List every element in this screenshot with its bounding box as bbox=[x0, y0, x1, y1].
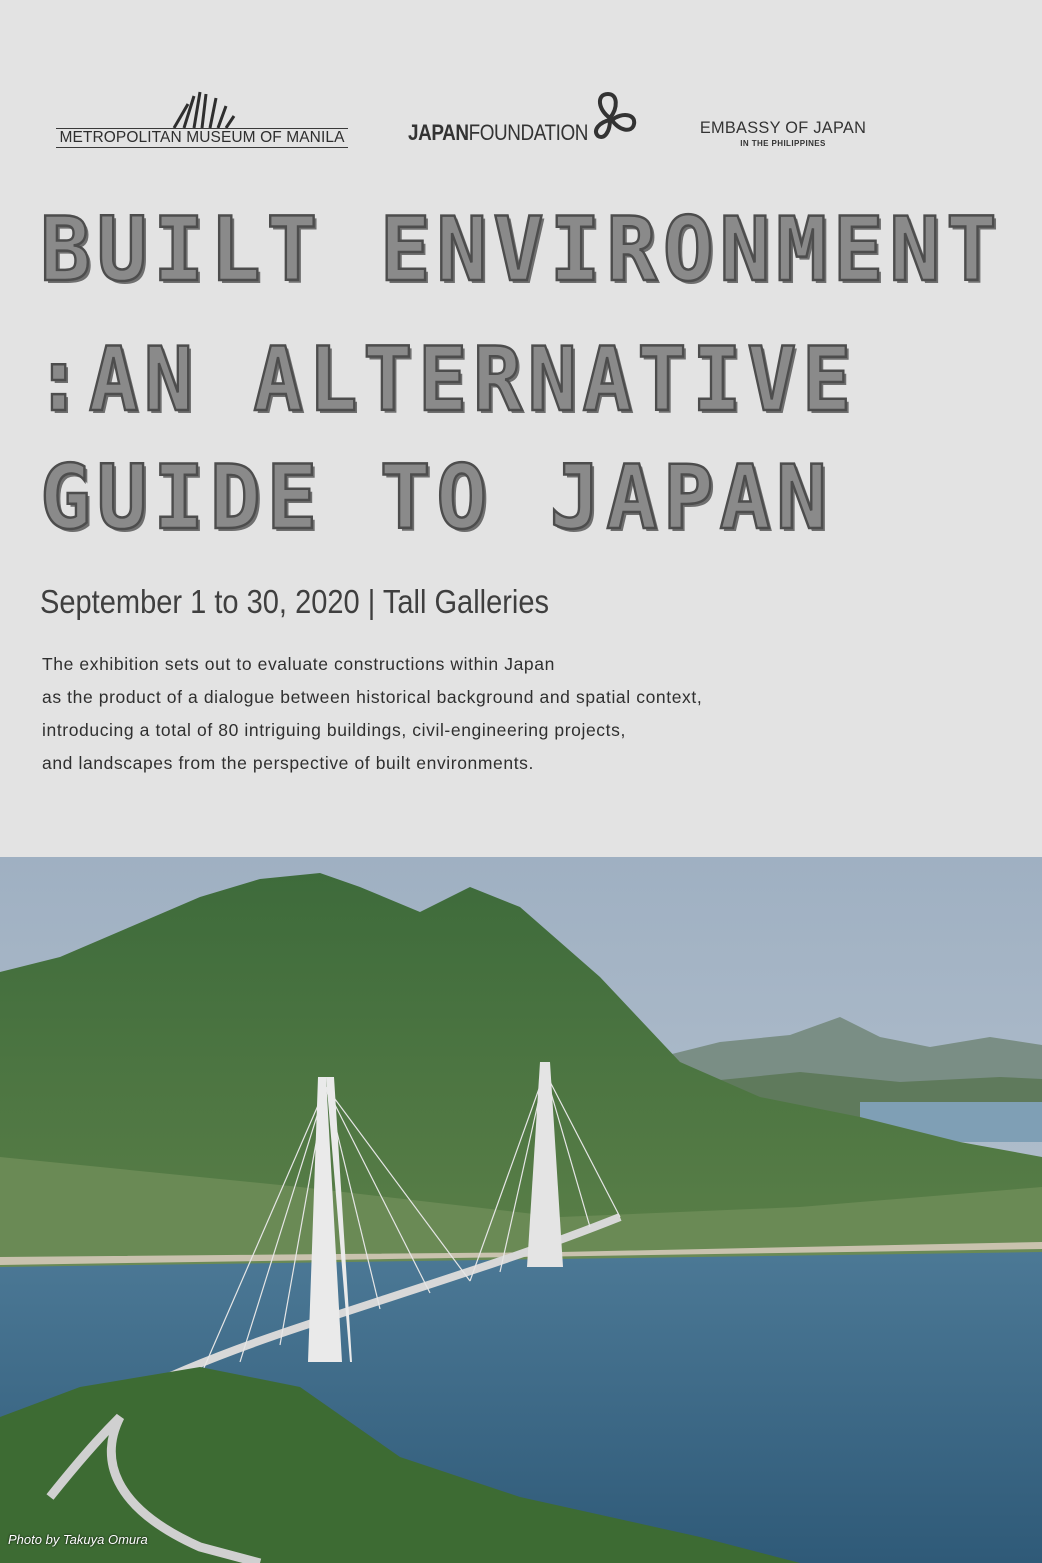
embassy-logo bbox=[692, 118, 874, 148]
description-line: and landscapes from the perspective of built environments. bbox=[42, 753, 534, 773]
embassy-subtitle: IN THE PHILIPPINES bbox=[740, 139, 826, 148]
event-date-venue: September 1 to 30, 2020 | Tall Galleries bbox=[40, 583, 550, 620]
bridge-photo bbox=[0, 857, 1042, 1563]
title-line-3: GUIDE TO JAPAN bbox=[40, 446, 833, 549]
foundation-wordmark: JAPANFOUNDATION bbox=[408, 120, 588, 145]
exhibition-description bbox=[42, 648, 802, 780]
description-line: introducing a total of 80 intriguing buildings, civil-engineering projects, bbox=[42, 720, 626, 740]
embassy-name: EMBASSY OF JAPAN bbox=[699, 118, 867, 137]
photo-credit: Photo by Takuya Omura bbox=[8, 1532, 148, 1547]
title-line-2: :AN ALTERNATIVE bbox=[34, 328, 857, 431]
museum-name: METROPOLITAN MUSEUM OF MANILA bbox=[56, 128, 348, 148]
title-line-1: BUILT ENVIRONMENT bbox=[40, 198, 1003, 301]
butterfly-icon bbox=[588, 90, 640, 142]
sunburst-icon bbox=[166, 90, 236, 130]
japan-foundation-logo bbox=[408, 90, 640, 150]
metropolitan-museum-logo bbox=[56, 90, 348, 152]
description-line: The exhibition sets out to evaluate constructions within Japan bbox=[42, 654, 555, 674]
description-line: as the product of a dialogue between historical background and spatial context, bbox=[42, 687, 703, 707]
